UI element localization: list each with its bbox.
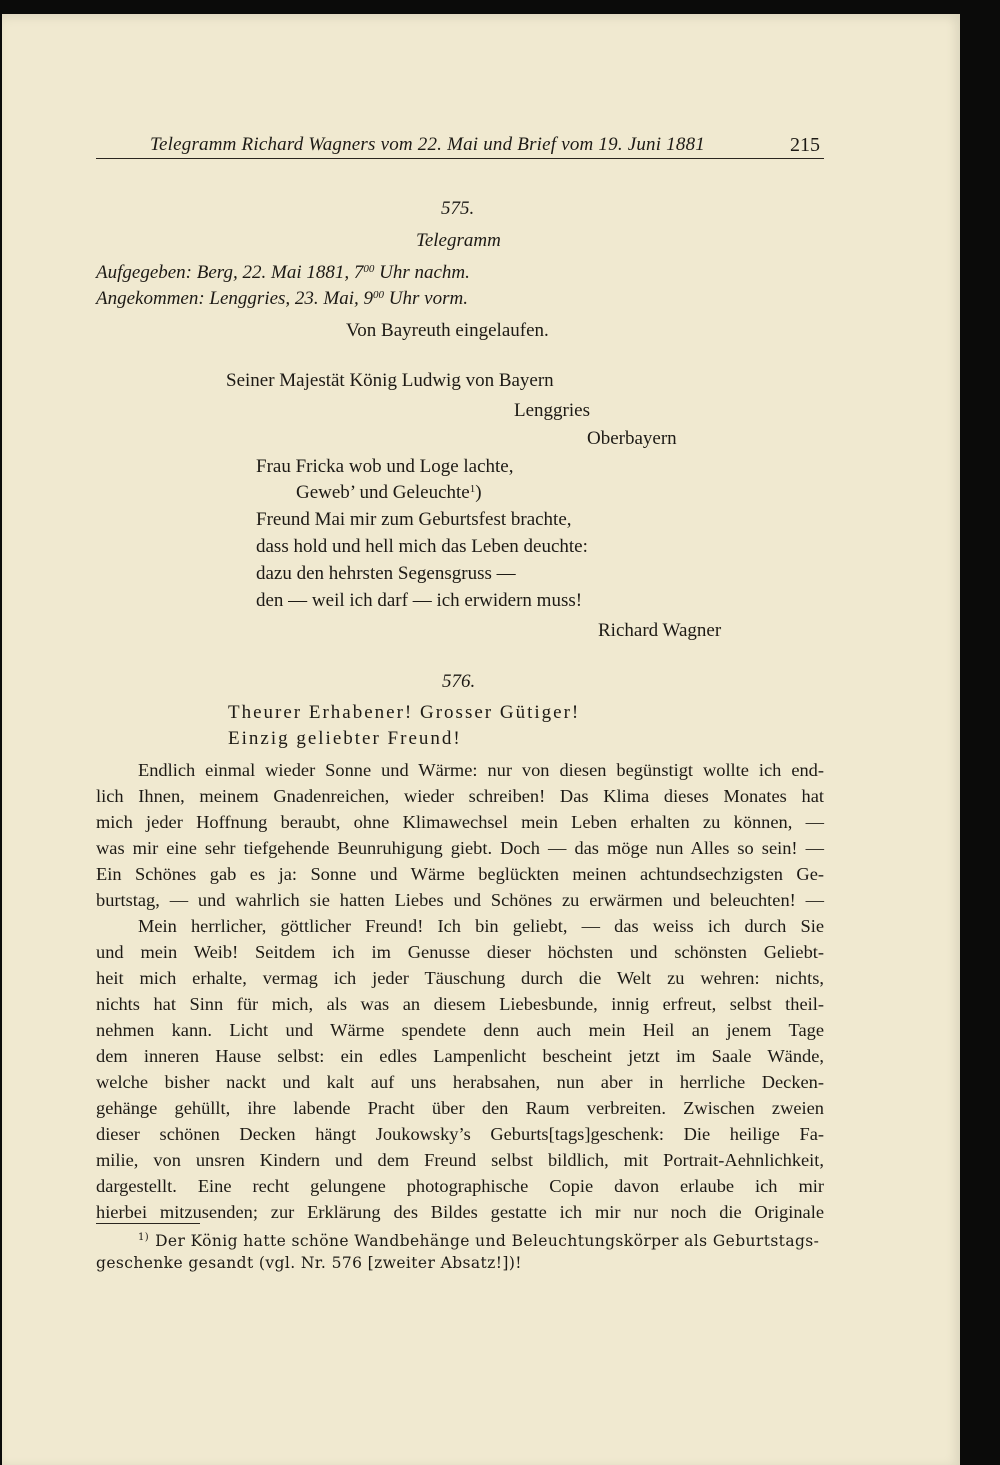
running-header: Telegramm Richard Wagners vom 22. Mai und Brief vom 19. Juni 1881 — [150, 134, 705, 155]
footnote-reference: 1 — [469, 483, 476, 495]
letter-text-line: burtstag, — und wahrlich sie hatten Liebes und Schönes zu erwärmen und beleuchten! — — [96, 890, 824, 910]
letter-text-line: Endlich einmal wieder Sonne und Wärme: nur von diesen begünstigt wollte ich end- — [138, 760, 824, 780]
letter-text-line: heit mich erhalte, vermag ich jeder Täuschung durch die Welt zu wehren: nichts, — [96, 968, 824, 988]
footnote-rule — [96, 1223, 200, 1224]
telegram-received: Angekommen: Lenggries, 23. Mai, $9^{00}$ Uhr vorm. — [96, 288, 468, 309]
telegram-origin: Von Bayreuth eingelaufen. — [346, 320, 549, 341]
letter-text-line: dieser schönen Decken hängt Joukowsky’s Geburts[tags]geschenk: Die heilige Fa- — [96, 1124, 824, 1144]
letter-text-line: gehänge gehüllt, ihre labende Pracht über den Raum verbreiten. Zwischen zweien — [96, 1098, 824, 1118]
telegram-heading: Telegramm — [416, 230, 501, 251]
letter-text-line: lich Ihnen, meinem Gnadenreichen, wieder schreiben! Das Klima dieses Monates hat — [96, 786, 824, 806]
letter-text-line: dargestellt. Eine recht gelungene photographische Copie davon erlaube ich mir — [96, 1176, 824, 1196]
footnote-line: geschenke gesandt (vgl. Nr. 576 [zweiter Absatz!])! — [96, 1254, 522, 1272]
poem-line: dass hold und hell mich das Leben deuchte: — [256, 536, 588, 557]
letter-text-line: milie, von unsren Kindern und dem Freund selbst bildlich, mit Portrait-Aehnlichkeit, — [96, 1150, 824, 1170]
telegram-signature: Richard Wagner — [598, 620, 722, 641]
letter-number: 576. — [442, 671, 476, 692]
telegram-address-line: Oberbayern — [587, 428, 677, 449]
poem-line: den — weil ich darf — ich erwidern muss! — [256, 590, 583, 611]
telegram-address-line: Lenggries — [514, 400, 590, 421]
page-number: 215 — [790, 134, 820, 156]
telegram-sent: Aufgegeben: Berg, 22. Mai 1881, $7^{00}$ Uhr nachm. — [96, 262, 470, 283]
letter-text-line: und mein Weib! Seitdem ich im Genusse dieser höchsten und schönsten Geliebt- — [96, 942, 824, 962]
letter-text-line: nehmen kann. Licht und Wärme spendete denn auch mein Heil an jenem Tage — [96, 1020, 824, 1040]
letter-text-line: was mir eine sehr tiefgehende Beunruhigung giebt. Doch — das möge nun Alles so sein! — — [96, 838, 824, 858]
footnote-line: $^{1)}$ Der König hatte schöne Wandbehänge und Beleuchtungskörper als Geburtstags- — [138, 1232, 820, 1250]
letter-salutation: Theurer Erhabener! Grosser Gütiger! — [228, 702, 581, 723]
letter-salutation: Einzig geliebter Freund! — [228, 728, 462, 749]
letter-text-line: Ein Schönes gab es ja: Sonne und Wärme beglückten meinen achtundsechzigsten Ge- — [96, 864, 824, 884]
letter-text-line: hierbei mitzusenden; zur Erklärung des Bildes gestatte ich mir nur noch die Originale — [96, 1202, 824, 1222]
poem-line: Freund Mai mir zum Geburtsfest brachte, — [256, 509, 572, 530]
telegram-address-line: Seiner Majestät König Ludwig von Bayern — [226, 370, 554, 391]
telegram-number: 575. — [441, 198, 475, 219]
footnote-marker: 1) — [138, 1232, 150, 1243]
letter-text-line: dem inneren Hause selbst: ein edles Lampenlicht bescheint jetzt im Saale Wände, — [96, 1046, 824, 1066]
letter-text-line: Mein herrlicher, göttlicher Freund! Ich bin geliebt, — das weiss ich durch Sie — [138, 916, 824, 936]
header-rule — [96, 158, 824, 159]
poem-line: dazu den hehrsten Segensgruss — — [256, 563, 516, 584]
letter-text-line: welche bisher nackt und kalt auf uns herabsahen, nun aber in herrliche Decken- — [96, 1072, 824, 1092]
poem-line: Geweb’ und Geleuchte$^1$) — [296, 482, 482, 503]
letter-text-line: mich jeder Hoffnung beraubt, ohne Klimawechsel mein Leben erhalten zu können, — — [96, 812, 824, 832]
letter-text-line: nichts hat Sinn für mich, als was an diesem Liebesbunde, innig erfreut, selbst theil- — [96, 994, 824, 1014]
poem-line: Frau Fricka wob und Loge lachte, — [256, 456, 514, 477]
